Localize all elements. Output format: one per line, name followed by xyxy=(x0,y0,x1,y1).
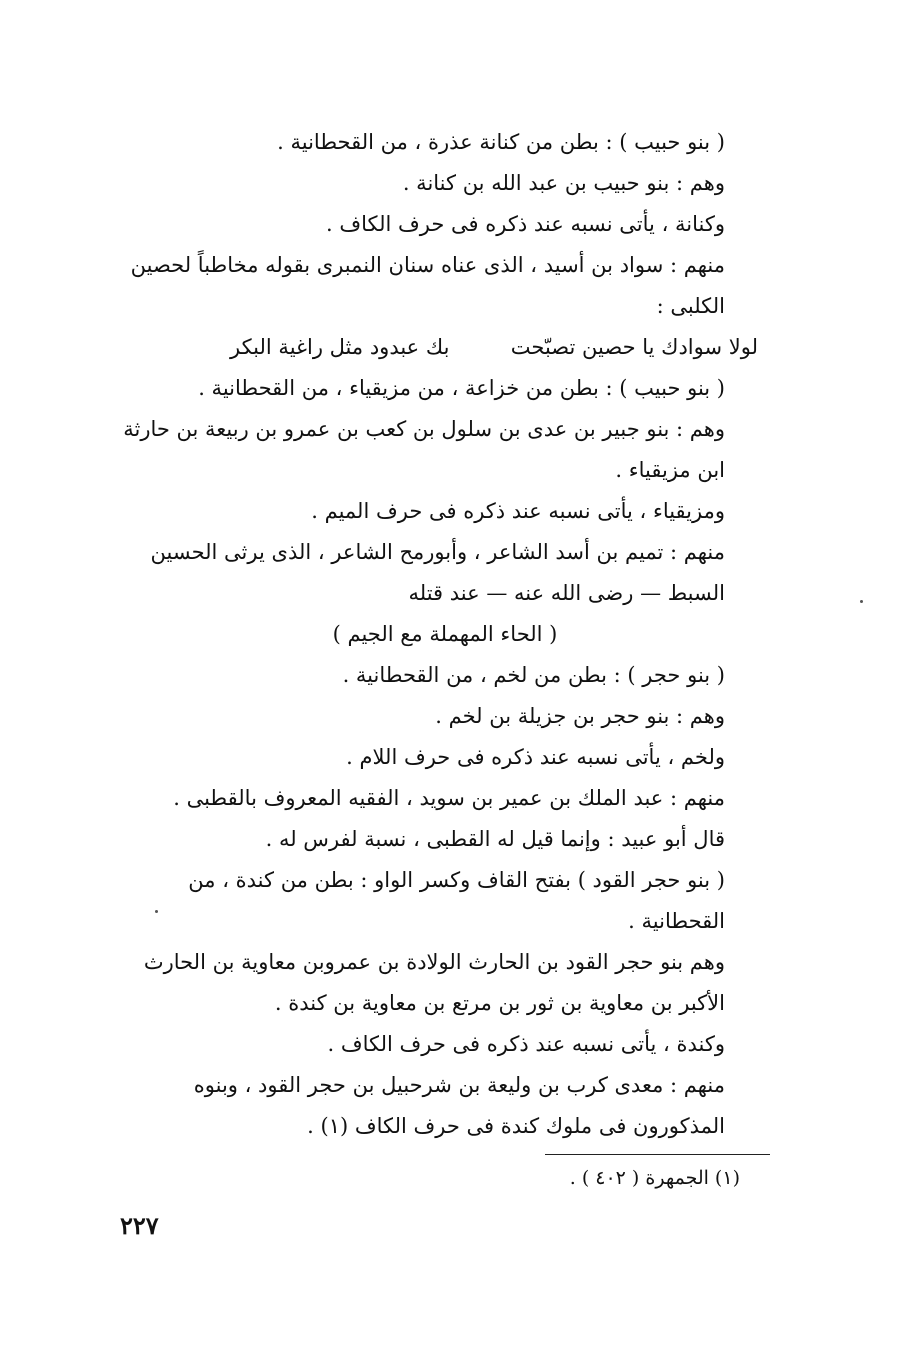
scan-speck xyxy=(155,910,158,913)
text-line: منهم : تميم بن أسد الشاعر ، وأبورمح الشاعر ، الذى يرثى الحسين السبط — رضى الله عنه — عند قتله xyxy=(150,540,725,605)
page-number: ٢٢٧ xyxy=(120,1211,159,1240)
text-line: منهم : عبد الملك بن عمير بن سويد ، الفقيه المعروف بالقطبى . xyxy=(173,786,725,810)
text-line: ( بنو حبيب ) : بطن من خزاعة ، من مزيقياء ، من القحطانية . xyxy=(198,376,725,400)
poem-hemistich-first: لولا سوادك يا حصين تصبّحت xyxy=(510,335,758,359)
text-line: وهم : بنو جبير بن عدى بن سلول بن كعب بن عمرو بن ربيعة بن حارثة ابن مزيقياء . xyxy=(123,417,725,482)
text-line: منهم : معدى كرب بن وليعة بن شرحبيل بن حجر القود ، وبنوه المذكورون فى ملوك كندة فى حرف الكاف (١) . xyxy=(193,1073,725,1138)
text-line: منهم : سواد بن أسيد ، الذى عناه سنان النمبرى بقوله مخاطباً لحصين الكلبى : xyxy=(130,253,725,318)
text-line: وكندة ، يأتى نسبه عند ذكره فى حرف الكاف . xyxy=(327,1032,725,1056)
poem-verse xyxy=(120,327,770,368)
text-line: ( بنو حجر ) : بطن من لخم ، من القحطانية . xyxy=(342,663,725,687)
poem-hemistich-second: بك عبدود مثل راغية البكر xyxy=(230,335,450,359)
main-text xyxy=(120,122,770,1147)
footnote-divider xyxy=(545,1154,770,1155)
text-line: ( بنو حجر القود ) بفتح القاف وكسر الواو : بطن من كندة ، من القحطانية . xyxy=(188,868,725,933)
text-line: ولخم ، يأتى نسبه عند ذكره فى حرف اللام . xyxy=(346,745,725,769)
text-line: قال أبو عبيد : وإنما قيل له القطبى ، نسبة لفرس له . xyxy=(265,827,725,851)
scan-speck xyxy=(860,600,863,603)
text-line: وهم : بنو حبيب بن عبد الله بن كنانة . xyxy=(402,171,725,195)
text-line: وهم : بنو حجر بن جزيلة بن لخم . xyxy=(435,704,725,728)
footnote: (١) الجمهرة ( ٤٠٢ ) . xyxy=(569,1167,740,1189)
section-heading: ( الحاء المهملة مع الجيم ) xyxy=(332,622,558,646)
text-line: وهم بنو حجر القود بن الحارث الولادة بن عمروبن معاوية بن الحارث الأكبر بن معاوية بن ثور بن مرتع بن معاوية بن كندة . xyxy=(143,950,725,1015)
text-line: ( بنو حبيب ) : بطن من كنانة عذرة ، من القحطانية . xyxy=(277,130,725,154)
text-line: ومزيقياء ، يأتى نسبه عند ذكره فى حرف الميم . xyxy=(311,499,725,523)
text-line: وكنانة ، يأتى نسبه عند ذكره فى حرف الكاف . xyxy=(326,212,725,236)
